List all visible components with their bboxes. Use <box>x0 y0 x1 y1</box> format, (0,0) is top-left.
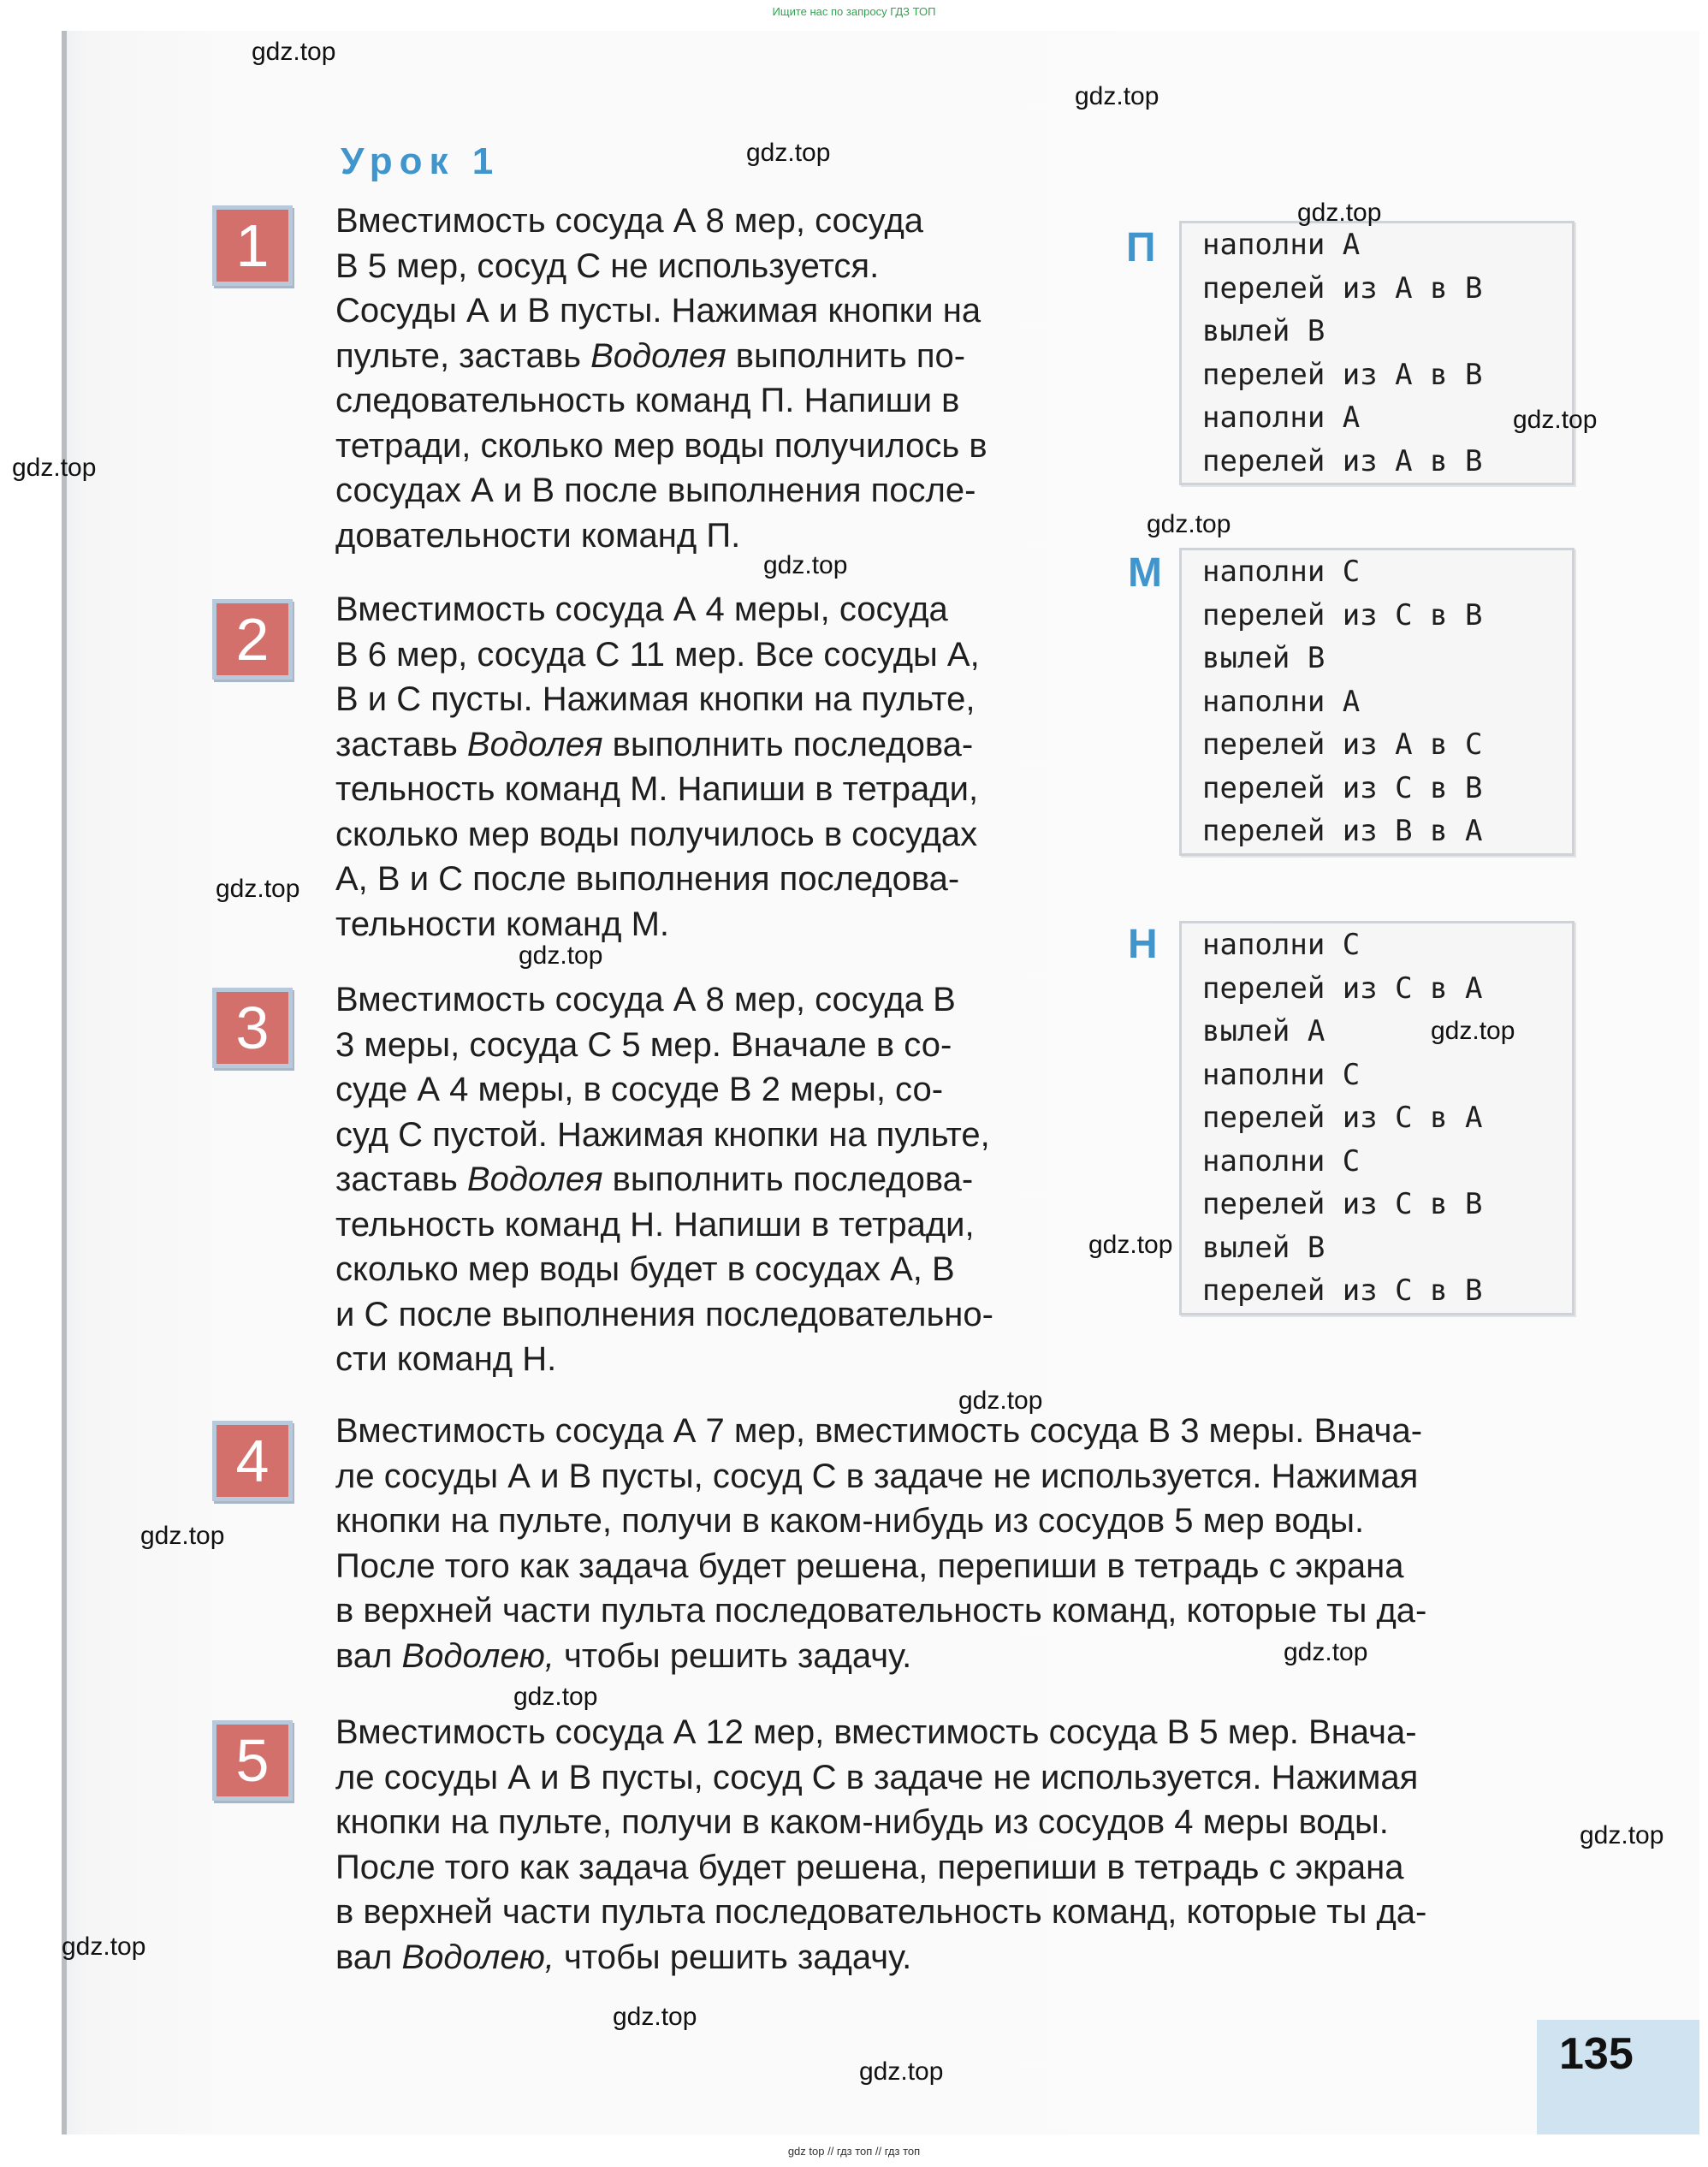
program-letter-p: П <box>1126 225 1156 270</box>
task-text-line: довательности команд П. <box>335 516 741 555</box>
top-banner[interactable]: Ищите нас по запросу ГДЗ ТОП <box>772 5 936 18</box>
task-text-line: ле сосуды А и В пусты, сосуд С в задаче не используется. Нажимая <box>335 1457 1419 1495</box>
task-text-line: следовательность команд П. Напиши в <box>335 382 960 419</box>
task-text-line: После того как задача будет решена, перепиши в тетрадь с экрана <box>335 1547 1404 1585</box>
task-number-badge-5: 5 <box>212 1720 293 1801</box>
task-text-line: В 6 мер, сосуда С 11 мер. Все сосуды А, <box>335 635 980 674</box>
watermark: gdz.top <box>1580 1821 1664 1849</box>
task-text-line: 3 меры, сосуда С 5 мер. Вначале в со- <box>335 1025 952 1064</box>
watermark: gdz.top <box>1284 1638 1368 1666</box>
lesson-title: Урок 1 <box>341 140 501 182</box>
program-command: перелей из А в В <box>1202 270 1483 306</box>
watermark: gdz.top <box>1075 82 1159 110</box>
task-text-line: Вместимость сосуда А 7 мер, вместимость сосуда В 3 меры. Внача- <box>335 1412 1423 1450</box>
task-text-line: и С после выполнения последовательно- <box>335 1295 993 1333</box>
task-number-badge-3: 3 <box>212 988 293 1068</box>
task-text-line: кнопки на пульте, получи в каком-нибудь из сосудов 5 мер воды. <box>335 1502 1365 1540</box>
bottom-banner[interactable]: gdz top // гдз топ // гдз топ <box>787 2145 921 2158</box>
program-letter-m: М <box>1128 550 1162 596</box>
watermark: gdz.top <box>140 1522 225 1550</box>
watermark: gdz.top <box>763 551 848 579</box>
program-command: вылей В <box>1202 314 1325 348</box>
program-command: наполни С <box>1202 555 1361 589</box>
program-box-p <box>1179 221 1575 485</box>
program-command: вылей В <box>1202 641 1325 675</box>
program-command: наполни А <box>1202 228 1361 262</box>
task-text-line: тетради, сколько мер воды получилось в <box>335 426 987 465</box>
program-command: перелей из С в В <box>1202 770 1483 805</box>
watermark: gdz.top <box>1431 1017 1515 1045</box>
program-box-n <box>1179 921 1575 1315</box>
task-text-line: сколько мер воды получилось в сосудах <box>335 815 978 853</box>
watermark: gdz.top <box>62 1932 146 1961</box>
task-number-badge-2: 2 <box>212 599 293 680</box>
task-text-line: заставь Водолея выполнить последова- <box>335 725 974 763</box>
program-command: наполни С <box>1202 1143 1361 1178</box>
task-text-line: Вместимость сосуда А 4 меры, сосуда <box>335 591 948 628</box>
program-letter-n: Н <box>1128 922 1158 967</box>
task-1-text <box>335 199 1080 558</box>
task-text-line: сколько мер воды будет в сосудах А, В <box>335 1250 955 1288</box>
task-text-line: После того как задача будет решена, перепиши в тетрадь с экрана <box>335 1848 1404 1886</box>
program-box-m <box>1179 548 1575 856</box>
page-number: 135 <box>1559 2029 1634 2079</box>
task-text-line: тельности команд М. <box>335 905 669 943</box>
book-spine-edge <box>62 31 67 2134</box>
task-text-line: Вместимость сосуда А 12 мер, вместимость сосуда В 5 мер. Внача- <box>335 1713 1417 1751</box>
program-command: наполни А <box>1202 684 1361 719</box>
program-command: перелей из С в А <box>1202 971 1483 1006</box>
task-number-badge-4: 4 <box>212 1421 293 1501</box>
program-command: перелей из А в С <box>1202 727 1483 762</box>
task-text-line: вал Водолею, чтобы решить задачу. <box>335 1636 912 1675</box>
task-text-line: суде А 4 меры, в сосуде В 2 меры, со- <box>335 1071 944 1108</box>
task-text-line: кнопки на пульте, получи в каком-нибудь из сосудов 4 меры воды. <box>335 1803 1389 1841</box>
task-2-text <box>335 587 1080 947</box>
task-text-line: суд С пустой. Нажимая кнопки на пульте, <box>335 1115 990 1154</box>
task-text-line: тельность команд М. Напиши в тетради, <box>335 770 979 808</box>
program-command: вылей В <box>1202 1230 1325 1265</box>
watermark: gdz.top <box>519 941 603 970</box>
watermark: gdz.top <box>746 139 831 167</box>
watermark: gdz.top <box>1297 199 1382 227</box>
watermark: gdz.top <box>958 1386 1043 1415</box>
task-text-line: заставь Водолея выполнить последова- <box>335 1161 974 1198</box>
task-text-line: А, В и С после выполнения последова- <box>335 860 960 898</box>
watermark: gdz.top <box>859 2057 944 2086</box>
program-command: перелей из С в В <box>1202 1273 1483 1308</box>
watermark: gdz.top <box>1513 406 1598 434</box>
task-text-line: сти команд Н. <box>335 1340 557 1378</box>
program-command: перелей из С в В <box>1202 1187 1483 1221</box>
task-3-text <box>335 977 1080 1382</box>
watermark: gdz.top <box>1088 1231 1173 1259</box>
program-command: перелей из С в А <box>1202 1101 1483 1135</box>
task-4-text <box>335 1409 1576 1678</box>
program-command: перелей из С в В <box>1202 597 1483 632</box>
task-text-line: Сосуды А и В пусты. Нажимая кнопки на <box>335 292 982 330</box>
program-command: перелей из А в В <box>1202 357 1483 392</box>
program-command: вылей А <box>1202 1014 1325 1048</box>
program-command: наполни С <box>1202 928 1361 962</box>
task-text-line: вал Водолею, чтобы решить задачу. <box>335 1938 912 1976</box>
task-5-text <box>335 1710 1576 1980</box>
task-text-line: в верхней части пульта последовательность команд, которые ты да- <box>335 1893 1427 1931</box>
program-command: наполни С <box>1202 1057 1361 1092</box>
task-text-line: пульте, заставь Водолея выполнить по- <box>335 336 966 375</box>
task-text-line: В 5 мер, сосуд С не используется. <box>335 246 880 285</box>
task-text-line: Вместимость сосуда А 8 мер, сосуда В <box>335 981 956 1018</box>
watermark: gdz.top <box>252 38 336 66</box>
task-number-badge-1: 1 <box>212 205 293 286</box>
watermark: gdz.top <box>12 454 97 482</box>
task-text-line: тельность команд Н. Напиши в тетради, <box>335 1205 975 1244</box>
task-text-line: В и С пусты. Нажимая кнопки на пульте, <box>335 680 976 718</box>
task-text-line: ле сосуды А и В пусты, сосуд С в задаче не используется. Нажимая <box>335 1758 1419 1796</box>
program-command: перелей из А в В <box>1202 443 1483 478</box>
watermark: gdz.top <box>216 875 300 903</box>
watermark: gdz.top <box>1147 510 1231 538</box>
watermark: gdz.top <box>613 2003 697 2031</box>
program-command: наполни А <box>1202 401 1361 435</box>
watermark: gdz.top <box>513 1683 598 1711</box>
task-text-line: сосудах А и В после выполнения после- <box>335 472 976 509</box>
program-command: перелей из В в А <box>1202 814 1483 848</box>
task-text-line: в верхней части пульта последовательность команд, которые ты да- <box>335 1592 1427 1630</box>
task-text-line: Вместимость сосуда А 8 мер, сосуда <box>335 202 924 240</box>
